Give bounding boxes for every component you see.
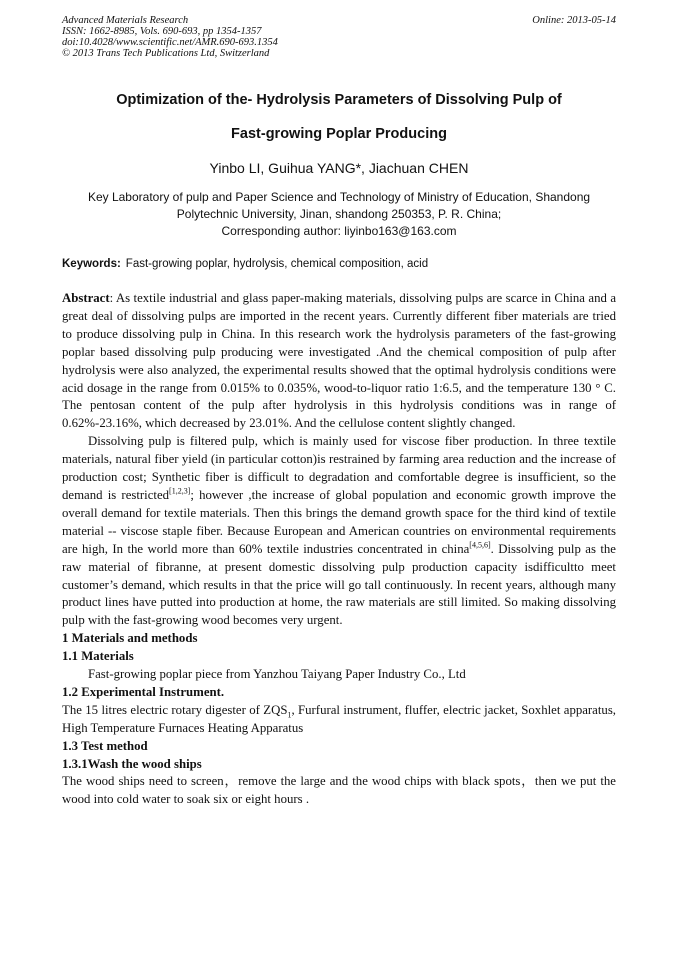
journal-name: Advanced Materials Research (62, 15, 189, 26)
intro-text-1: Dissolving pulp is filtered pulp, which is mainly used for viscose fiber production. In three textile materials, natural fiber yield (in particular cotton)is restrained by farming area reduction and the increase of production cost; Synthetic fiber is difficult to degradation and comfortable degree is insufficient, so the demand is restricted (62, 434, 616, 502)
instrument-text-1: The 15 litres electric rotary digester of ZQS (62, 702, 288, 717)
abstract-label: Abstract (62, 291, 110, 305)
section-heading-materials: 1.1 Materials (62, 649, 134, 664)
section-heading-wash: 1.3.1Wash the wood ships (62, 756, 202, 771)
paper-title-line-1: Optimization of the- Hydrolysis Parameters of Dissolving Pulp of (116, 92, 562, 108)
affiliation-line-1: Key Laboratory of pulp and Paper Science and Technology of Ministry of Education, Shandong (87, 190, 591, 204)
keywords (62, 258, 616, 270)
citation-ref: [4,5,6] (469, 540, 491, 550)
section-heading-test-method: 1.3 Test method (62, 738, 148, 753)
intro-text-3: . Dissolving pulp as the raw material of fibranne, at present domestic dissolving pulp production capacity isdifficultto meet customer’s demand, which results in that the price will go tall continuously. In recent years, although many product lines have putted into production at home, the raw materials are still limited. So making dissolving pulp with the fast-growing wood becomes very urgent. (62, 541, 616, 628)
issn-line: ISSN: 1662-8985, Vols. 690-693, pp 1354-1357 (62, 26, 262, 37)
paper-body (62, 290, 616, 809)
online-date: Online: 2013-05-14 (532, 15, 616, 26)
intro-paragraph (62, 433, 616, 630)
author-list: Yinbo LI, Guihua YANG*, Jiachuan CHEN (209, 160, 469, 176)
section-heading-instrument: 1.2 Experimental Instrument. (62, 684, 225, 699)
copyright-line: © 2013 Trans Tech Publications Ltd, Switzerland (62, 48, 270, 59)
doi-line: doi:10.4028/www.scientific.net/AMR.690-693.1354 (62, 37, 278, 48)
abstract-text: : As textile industrial and glass paper-making materials, dissolving pulps are scarce in China and a great deal of dissolving pulps are imported in the recent years. Currently different fiber materials are tried to produce dissolving pulp in China. In this research work the hydrolysis parameters of the fast-growing poplar based dissolving pulp producing were investigated .And the chemical composition of pulp after hydrolysis were also analyzed, the experimental results showed that the optimal hydrolysis conditions were acid dosage in the range from 0.015% to 0.035%, wood-to-liquor ratio 1:6.5, and the temperature 130 ° C. The pentosan content of the pulp after hydrolysis in this hydrolysis conditions was in range of 0.62%-23.16%, which decreased by 23.01%. And the cellulose content slightly changed. (62, 291, 616, 431)
keywords-text: Fast-growing poplar, hydrolysis, chemical composition, acid (125, 258, 429, 270)
journal-header (62, 15, 616, 59)
wash-text: The wood ships need to screen，remove the large and the wood chips with black spots，then we put the wood into cold water to soak six or eight hours . (62, 774, 616, 807)
section-heading-materials-methods: 1 Materials and methods (62, 631, 198, 646)
intro-text-2: ; however ,the increase of global population and economic growth improve the overall demand for textile materials. Then this brings the demand growth space for the third kind of textile material -- viscose staple fiber. Because European and American countries on environmental requirements are high, In the world more than 60% textile industries concentrated in china (62, 487, 616, 556)
instrument-text-2: , Furfural instrument, fluffer, electric jacket, Soxhlet apparatus, High Temperature Furnaces Heating Apparatus (62, 702, 616, 735)
instrument-paragraph (62, 702, 616, 738)
citation-ref: [1,2,3] (169, 486, 191, 496)
corresponding-author: Corresponding author: liyinbo163@163.com (221, 224, 457, 238)
paper-title-line-2: Fast-growing Poplar Producing (231, 126, 447, 142)
materials-text: Fast-growing poplar piece from Yanzhou Taiyang Paper Industry Co., Ltd (88, 667, 466, 682)
affiliation (40, 189, 638, 240)
subscript: 1 (287, 710, 292, 720)
keywords-label: Keywords: (62, 258, 121, 270)
affiliation-line-2: Polytechnic University, Jinan, shandong 250353, P. R. China; (176, 207, 502, 221)
abstract-paragraph (62, 290, 616, 433)
